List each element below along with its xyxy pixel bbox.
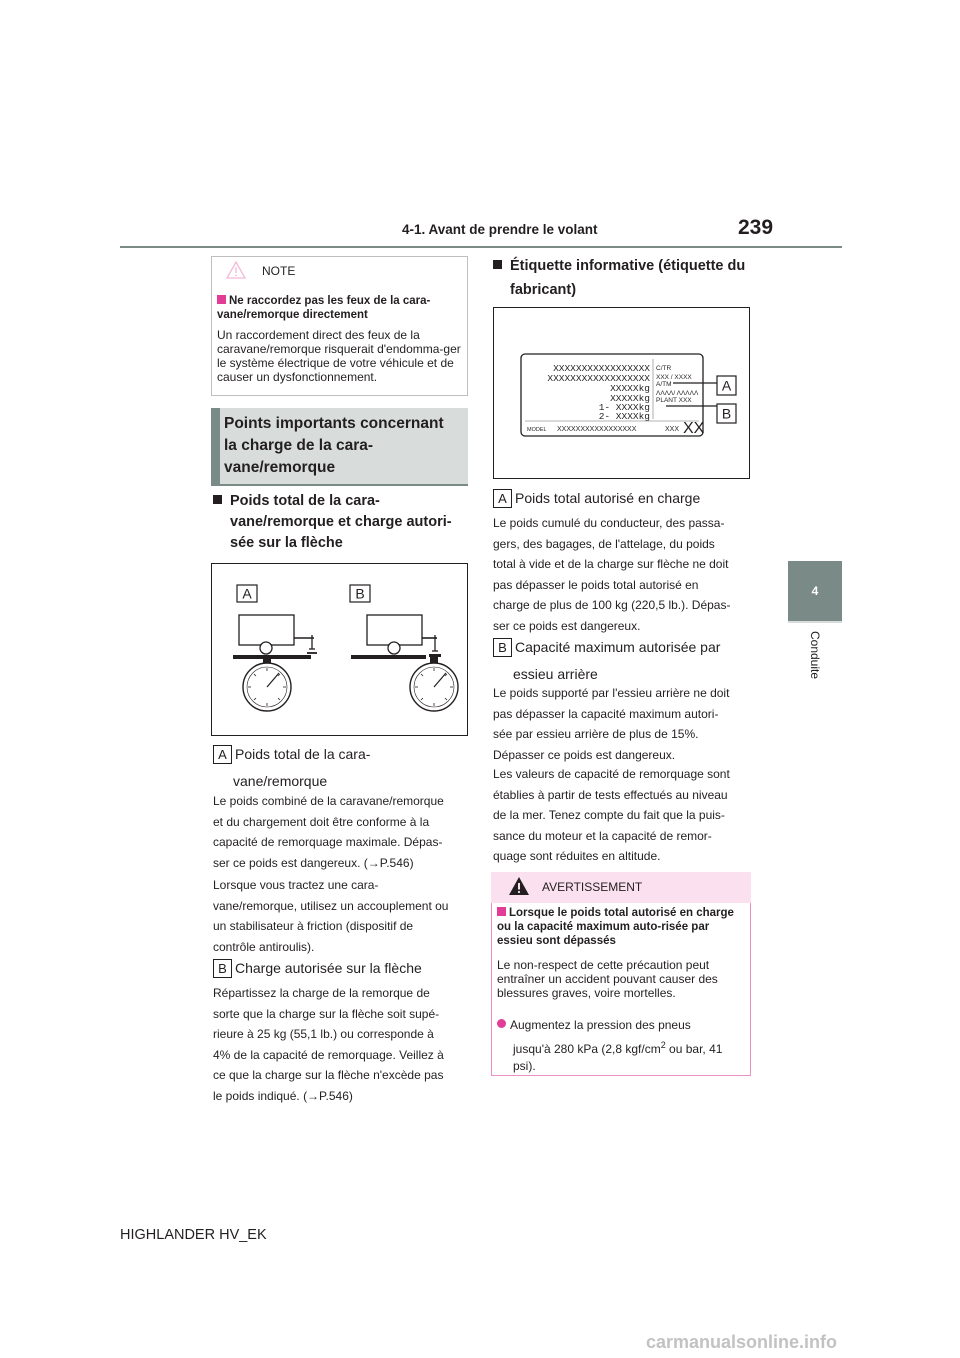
plate-row-6: 2- XXXXkg [598,411,650,422]
chapter-tab-divider [788,621,842,623]
plate-callout-a: A [721,377,732,394]
right-subheading: Étiquette informative (étiquette du fabricant) [493,256,763,301]
chapter-number: 4 [811,584,819,598]
plate-right-row-1: C/TR [656,365,672,372]
watermark: carmanualsonline.info [646,1332,838,1352]
plate-row-5: 1- XXXXkg [598,402,650,413]
plate-model-label: MODEL [527,427,547,433]
black-square-icon [213,495,222,504]
label-a-gross-trailer-weight: A Poids total de la cara- vane/remorque [213,742,473,793]
paragraph-altitude: Les valeurs de capacité de remorquage sont établies à partir de tests effectués au niveau de la mer. Tenez compte du fait que la puis- sance du moteur et la capacité de remor- quage sont réduites en altitude. [493,767,730,863]
figure-label-b: B [355,585,365,602]
chapter-tab[interactable] [788,561,842,621]
scale-gauge-b-icon [410,657,458,711]
pink-square-icon [217,295,226,304]
plate-row-4: XXXXXkg [610,393,650,404]
plate-code-small: XXX [665,426,680,433]
plate-code-big: XX [683,420,705,437]
label-b-rear-axle-capacity: B Capacité maximum autorisée par essieu arrière [493,635,763,686]
paragraph-tongue-weight: Répartissez la charge de la remorque de sorte que la charge sur la flèche soit supé- rieure à 25 kg (55,1 lb.) ou corresponde à 4% de la capacité de remorquage. Veillez à ce que la charge sur la flèche n'excède pas le poids indiqué. (→P.546) [213,986,444,1103]
trailer-a-icon [233,615,317,659]
warning-title: AVERTISSEMENT [542,880,643,894]
plate-model-value: XXXXXXXXXXXXXXXXX [557,426,637,433]
paragraph-stabilizer: Lorsque vous tractez une cara- vane/remorque, utilisez un accouplement ou un stabilisateur à friction (dispositif de contrôle antiroulis). [213,878,449,954]
pink-square-icon [497,907,506,916]
trailer-scale-illustration [211,563,468,736]
manufacturer-plate-illustration [493,307,750,479]
label-b-tongue-weight: B Charge autorisée sur la flèche [213,956,473,980]
paragraph-rear-axle: Le poids supporté par l'essieu arrière ne doit pas dépasser la capacité maximum autori- sée par essieu arrière de plus de 15%. Dépasser ce poids est dangereux. [493,686,730,762]
page-number: 239 [738,216,774,239]
plate-row-1: XXXXXXXXXXXXXXXXX [553,363,650,374]
warning-bullet: Augmentez la pression des pneus jusqu'à 280 kPa (2,8 kgf/$cm^2$ ou bar, 41 psi). [497,1015,745,1073]
label-a-gvwr: A Poids total autorisé en charge [493,486,763,510]
scale-gauge-a-icon [243,659,291,711]
black-square-icon [493,260,502,269]
plate-right-row-2: XXX / XXXX [656,374,692,381]
plate-right-row-4: ΛΛΛΛ/ ΛΛΛΛΛ [656,390,699,397]
banner-accent-bar [211,408,220,484]
plate-right-row-5: PLANT XXX [656,397,692,404]
section-title: 4-1. Avant de prendre le volant [402,222,598,237]
warning-body: Le non-respect de cette précaution peut entraîner un accident pouvant causer des blessures graves, voire mortelles. [497,958,718,1000]
plate-callout-b: B [721,405,732,422]
chapter-label: Conduite [807,630,822,680]
pink-dot-icon [497,1019,506,1028]
note-subtitle: Ne raccordez pas les feux de la cara-vane/remorque directement [217,295,431,321]
trailer-b-icon [351,615,441,659]
banner-title: Points importants concernant la charge de la cara- vane/remorque [224,415,444,476]
plate-row-2: XXXXXXXXXXXXXXXXXX [547,373,650,384]
paragraph-gvwr: Le poids cumulé du conducteur, des passa- gers, des bagages, de l'attelage, du poids total à vide et de la charge sur flèche ne doit pas dépasser le poids total autorisé en charge de plus de 100 kg (220,5 lb.). Dépas- ser ce poids est dangereux. [493,516,731,633]
note-body: Un raccordement direct des feux de la caravane/remorque risquerait d'endomma-ger le système électrique de votre véhicule et de causer un dysfonctionnement. [217,328,461,384]
left-subheading: Poids total de la cara- vane/remorque et charge autori- sée sur la flèche [213,491,473,554]
footer-model: HIGHLANDER HV_EK [120,1227,267,1243]
warning-subtitle: Lorsque le poids total autorisé en charge ou la capacité maximum auto-risée par essieu sont dépassés [497,907,734,947]
paragraph-gross-weight: Le poids combiné de la caravane/remorque et du chargement doit être conforme à la capacité de remorquage maximale. Dépas- ser ce poids est dangereux. (→P.546) [213,794,444,870]
banner-underline [211,484,468,486]
figure-label-a: A [242,585,252,602]
plate-row-3: XXXXXkg [610,383,650,394]
caution-triangle-icon [226,261,246,279]
plate-right-row-3: A/TM [656,381,672,388]
header-rule [120,246,842,248]
note-title: NOTE [262,264,296,278]
warning-triangle-icon [508,876,530,896]
